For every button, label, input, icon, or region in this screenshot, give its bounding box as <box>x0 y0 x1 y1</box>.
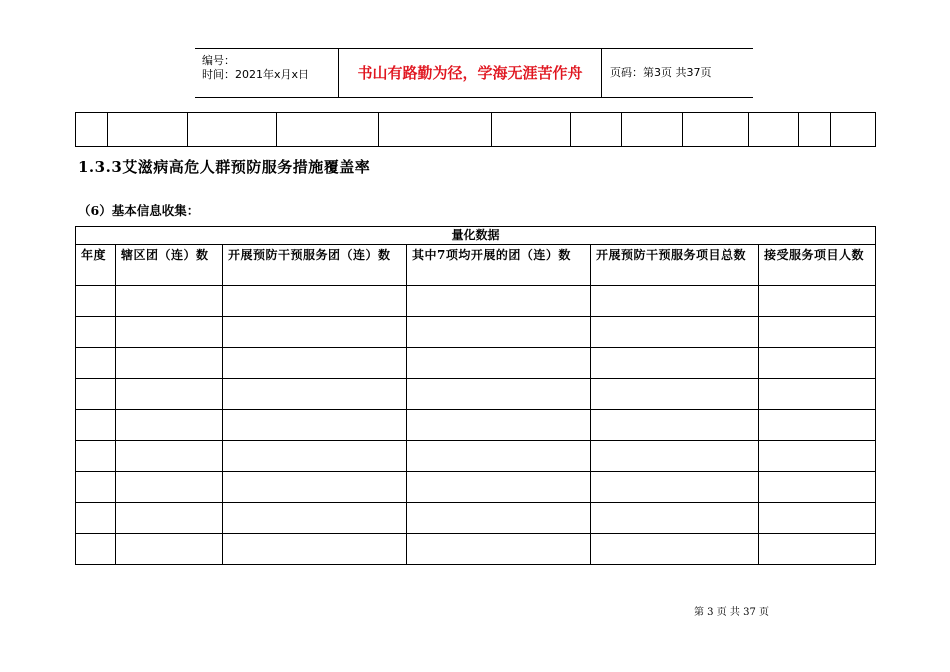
table-cell[interactable] <box>759 503 876 534</box>
table-cell[interactable] <box>223 410 407 441</box>
table-cell[interactable] <box>116 379 223 410</box>
table-cell[interactable] <box>76 286 116 317</box>
table-cell[interactable] <box>591 317 759 348</box>
table-cell[interactable] <box>116 317 223 348</box>
table-cell[interactable] <box>76 379 116 410</box>
column-header: 开展预防干预服务团（连）数 <box>223 245 407 286</box>
table-cell[interactable] <box>223 348 407 379</box>
table-cell[interactable] <box>759 472 876 503</box>
column-header: 接受服务项目人数 <box>759 245 876 286</box>
table-cell <box>571 113 622 147</box>
info-table <box>75 226 876 565</box>
table-caption: 量化数据 <box>76 227 876 245</box>
table-cell[interactable] <box>76 534 116 565</box>
table-cell[interactable] <box>76 317 116 348</box>
table-cell[interactable] <box>76 503 116 534</box>
table-cell[interactable] <box>591 503 759 534</box>
table-caption-row <box>76 227 876 245</box>
table-cell <box>831 113 876 147</box>
table-cell[interactable] <box>759 348 876 379</box>
table-cell <box>492 113 571 147</box>
table-cell[interactable] <box>116 410 223 441</box>
table-cell <box>749 113 799 147</box>
table-cell[interactable] <box>76 472 116 503</box>
subsection-title: （6）基本信息收集： <box>78 203 200 218</box>
header-page-info: 页码：第3页 共37页 <box>610 66 712 79</box>
table-cell[interactable] <box>407 472 591 503</box>
table-cell[interactable] <box>407 534 591 565</box>
table-cell <box>379 113 492 147</box>
table-cell <box>108 113 188 147</box>
table-cell[interactable] <box>223 472 407 503</box>
table-row <box>76 472 876 503</box>
table-cell[interactable] <box>223 441 407 472</box>
table-row <box>76 379 876 410</box>
number-label: 编号： <box>202 54 235 67</box>
table-cell[interactable] <box>223 379 407 410</box>
table-cell[interactable] <box>116 348 223 379</box>
table-header-row <box>76 245 876 286</box>
table-cell <box>277 113 379 147</box>
continued-table-row <box>75 112 876 147</box>
table-row <box>76 441 876 472</box>
table-cell[interactable] <box>591 410 759 441</box>
table-cell[interactable] <box>223 317 407 348</box>
table-cell[interactable] <box>759 410 876 441</box>
table-cell <box>188 113 277 147</box>
table-cell[interactable] <box>407 286 591 317</box>
header-motto: 书山有路勤为径，学海无涯苦作舟 <box>338 49 602 97</box>
table-cell[interactable] <box>223 534 407 565</box>
table-cell[interactable] <box>591 379 759 410</box>
table-cell[interactable] <box>223 503 407 534</box>
table-cell[interactable] <box>407 379 591 410</box>
table-cell <box>622 113 683 147</box>
column-header: 开展预防干预服务项目总数 <box>591 245 759 286</box>
table-row <box>76 534 876 565</box>
table-cell[interactable] <box>116 286 223 317</box>
table-cell[interactable] <box>407 441 591 472</box>
table-cell <box>76 113 108 147</box>
table-row <box>76 113 876 147</box>
page-header <box>195 48 753 98</box>
table-cell[interactable] <box>759 441 876 472</box>
column-header: 其中7项均开展的团（连）数 <box>407 245 591 286</box>
table-cell[interactable] <box>591 286 759 317</box>
table-cell[interactable] <box>407 317 591 348</box>
table-cell[interactable] <box>591 441 759 472</box>
table-cell[interactable] <box>759 317 876 348</box>
page-footer: 第 3 页 共 37 页 <box>694 607 769 618</box>
table-cell[interactable] <box>76 410 116 441</box>
table-cell[interactable] <box>116 534 223 565</box>
table-cell[interactable] <box>223 286 407 317</box>
table-cell <box>683 113 749 147</box>
table-row <box>76 348 876 379</box>
table-cell[interactable] <box>407 410 591 441</box>
section-title: 1.3.3艾滋病高危人群预防服务措施覆盖率 <box>78 158 371 176</box>
table-cell[interactable] <box>116 503 223 534</box>
table-row <box>76 410 876 441</box>
table-cell[interactable] <box>116 441 223 472</box>
table-cell[interactable] <box>76 441 116 472</box>
table-row <box>76 503 876 534</box>
table-cell[interactable] <box>407 503 591 534</box>
table-cell[interactable] <box>759 534 876 565</box>
table-cell[interactable] <box>591 348 759 379</box>
column-header: 辖区团（连）数 <box>116 245 223 286</box>
table-cell[interactable] <box>759 286 876 317</box>
header-meta <box>195 49 338 97</box>
table-cell[interactable] <box>591 472 759 503</box>
table-cell[interactable] <box>591 534 759 565</box>
table-cell[interactable] <box>116 472 223 503</box>
table-cell[interactable] <box>759 379 876 410</box>
table-row <box>76 286 876 317</box>
time-label: 时间：2021年x月x日 <box>202 68 310 81</box>
table-row <box>76 317 876 348</box>
table-cell[interactable] <box>407 348 591 379</box>
table-cell <box>799 113 831 147</box>
column-header: 年度 <box>76 245 116 286</box>
table-cell[interactable] <box>76 348 116 379</box>
